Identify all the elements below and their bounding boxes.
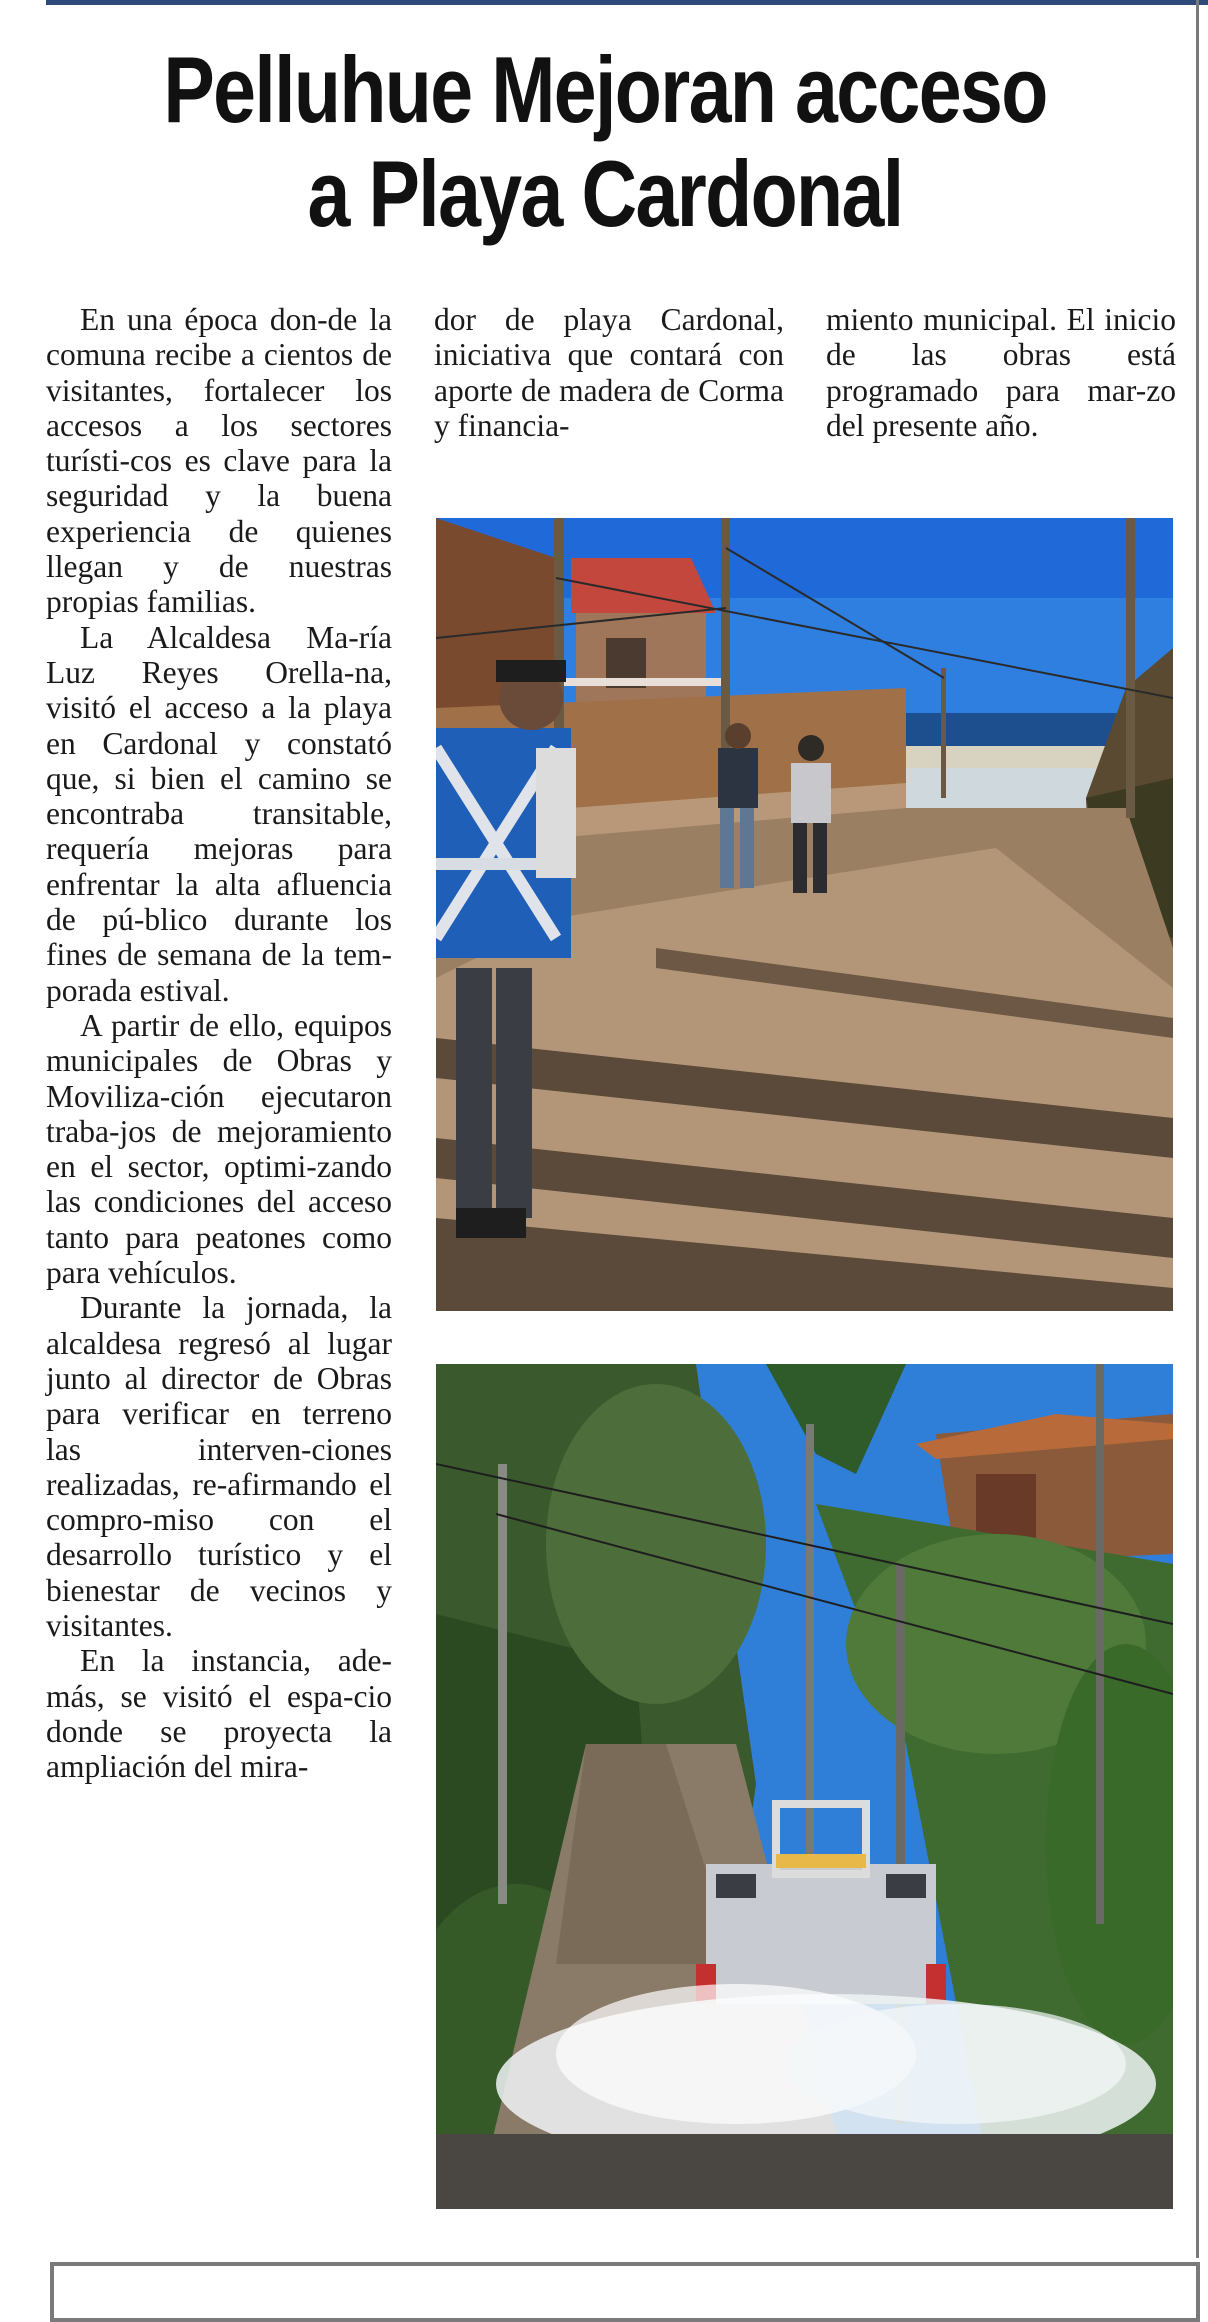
paragraph-2: La Alcaldesa Ma-ría Luz Reyes Orella-na, visitó el acceso a la playa en Cardonal y constató que, si bien el camino se encontraba transitable, requería mejoras para enfrentar la alta afluencia de pú-blico durante los fines de semana de la tem-porada estival. — [46, 619, 392, 1008]
photo-truck-illustration — [436, 1364, 1173, 2209]
paragraph-5-end: miento municipal. El inicio de las obras está programado para mar-zo del presente año. — [826, 302, 1176, 443]
paragraph-5: En la instancia, ade-más, se visitó el espa-cio donde se proyecta la ampliación del mira- — [46, 1643, 392, 1785]
paragraph-5-continued: dor de playa Cardonal, iniciativa que contará con aporte de madera de Corma y financia- — [434, 302, 784, 443]
headline-line-2: a Playa Cardonal — [307, 141, 903, 246]
headline — [134, 38, 1077, 246]
article-column-3 — [826, 302, 1176, 443]
next-article-frame — [50, 2262, 1200, 2322]
photo-walkers-on-road — [436, 518, 1173, 1311]
paragraph-1: En una época don-de la comuna recibe a cientos de visitantes, fortalecer los accesos a los sectores turísti-cos es clave para la seguridad y la buena experiencia de quienes llegan y de nuestras propias familias. — [46, 302, 392, 620]
photo-water-truck — [436, 1364, 1173, 2209]
photo-walkers-illustration — [436, 518, 1173, 1311]
article-column-2 — [434, 302, 784, 443]
paragraph-3: A partir de ello, equipos municipales de Obras y Moviliza-ción ejecutaron traba-jos de mejoramiento en el sector, optimi-zando las condiciones del acceso tanto para peatones como para vehículos. — [46, 1007, 392, 1291]
right-column-rule — [1196, 0, 1199, 2258]
article-column-1 — [46, 302, 392, 1784]
headline-line-1: Pelluhue Mejoran acceso — [163, 37, 1047, 142]
paragraph-4: Durante la jornada, la alcaldesa regresó al lugar junto al director de Obras para verificar en terreno las interven-ciones realizadas, re-afirmando el compro-miso con el desarrollo turístico y el bienestar de vecinos y visitantes. — [46, 1290, 392, 1643]
top-rule — [46, 0, 1208, 5]
